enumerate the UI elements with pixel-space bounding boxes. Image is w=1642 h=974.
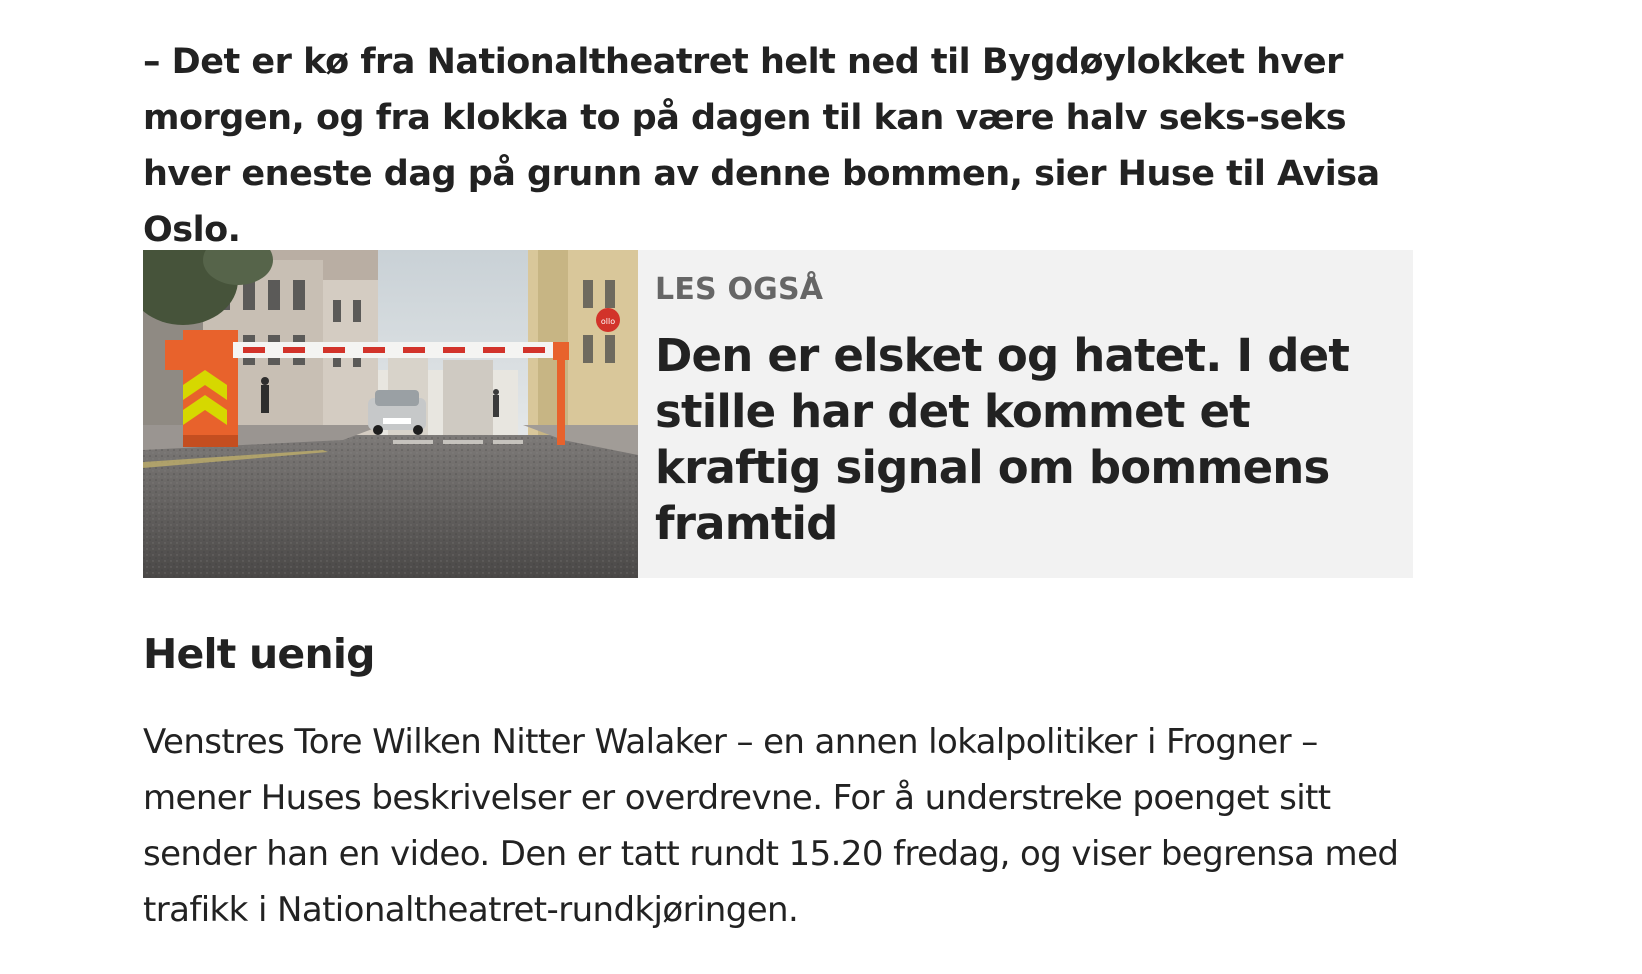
lead-quote: – Det er kø fra Nationaltheatret helt ned til Bygdøylokket hver morgen, og fra klokka to på dagen til kan være halv seks-seks hver eneste dag på grunn av denne bommen, sier Huse til Avisa Oslo. [143,42,1380,250]
sign-text: ollo [600,317,616,326]
article-body [143,0,1413,930]
teaser-text[interactable] [638,250,1413,578]
read-also-kicker: LES OGSÅ [655,272,824,307]
section-subheading: Helt uenig [143,630,375,678]
read-also-title[interactable]: Den er elsket og hatet. I det stille har det kommet et kraftig signal om bommens framtid [655,329,1350,550]
body-paragraph: Venstres Tore Wilken Nitter Walaker – en annen lokalpolitiker i Frogner – mener Huses beskrivelser er overdrevne. For å understreke poenget sitt sender han en video. Den er tatt rundt 15.20 fredag, og viser begrensa med trafikk i Nationaltheatret-rundkjøringen. [143,722,1399,930]
read-also-teaser[interactable] [143,250,1413,578]
teaser-image-road-barrier[interactable] [143,250,638,578]
